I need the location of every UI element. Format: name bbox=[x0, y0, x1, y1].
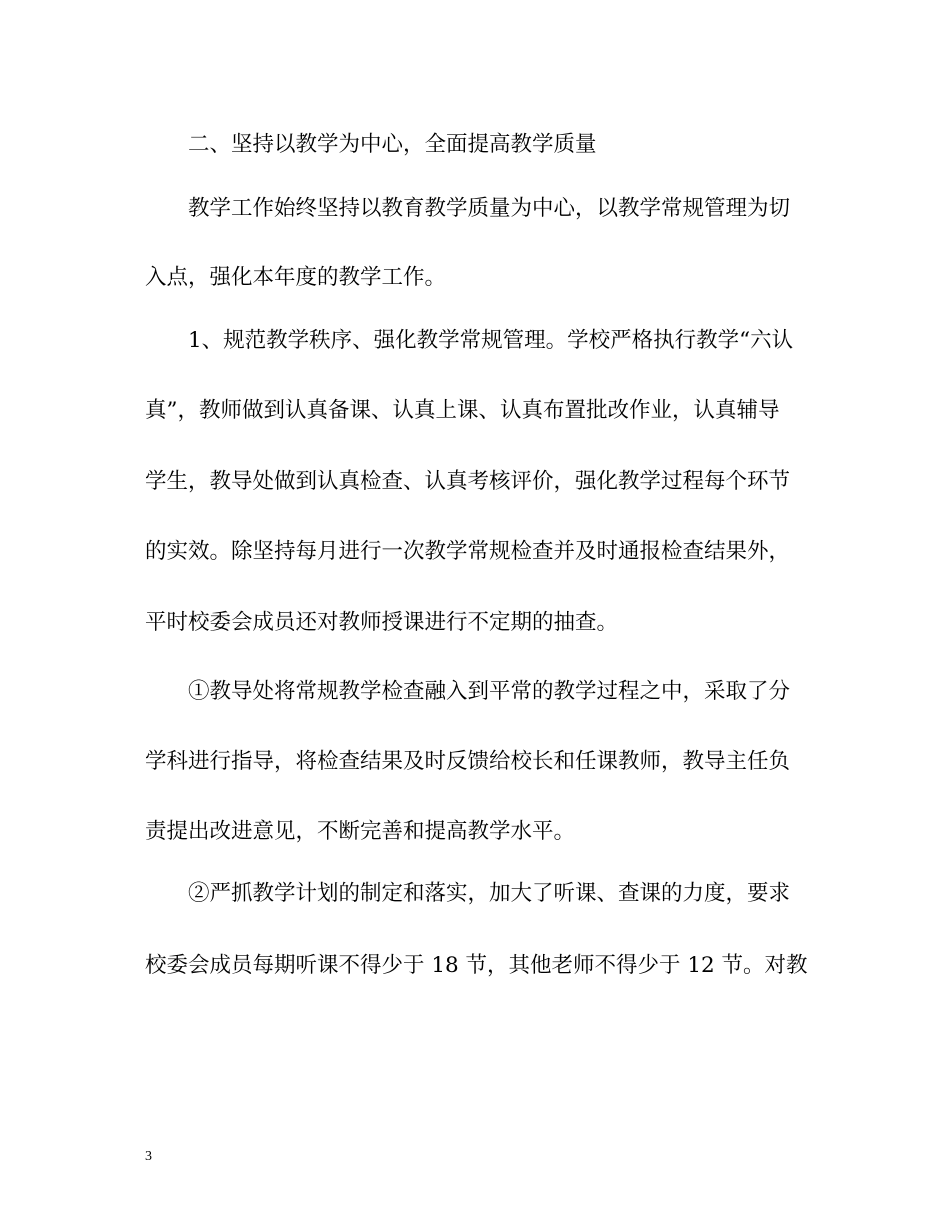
paragraph-line: 责提出改进意见，不断完善和提高教学水平。 bbox=[145, 819, 576, 844]
paragraph-line: 校委会成员每期听课不得少于 18 节，其他老师不得少于 12 节。对教 bbox=[145, 953, 808, 978]
paragraph-line: 1、规范教学秩序、强化教学常规管理。学校严格执行教学“六认 bbox=[188, 328, 794, 353]
paragraph-line: ①教导处将常规教学检查融入到平常的教学过程之中，采取了分 bbox=[188, 679, 791, 704]
section-heading: 二、坚持以教学为中心，全面提高教学质量 bbox=[188, 132, 597, 157]
paragraph-line: 的实效。除坚持每月进行一次教学常规检查并及时通报检查结果外， bbox=[145, 539, 791, 564]
paragraph-line: 平时校委会成员还对教师授课进行不定期的抽查。 bbox=[145, 610, 619, 635]
paragraph-line: 入点，强化本年度的教学工作。 bbox=[145, 265, 447, 290]
paragraph-line: 真”，教师做到认真备课、认真上课、认真布置批改作业，认真辅导 bbox=[145, 398, 780, 423]
paragraph-line: 学生，教导处做到认真检查、认真考核评价，强化教学过程每个环节 bbox=[145, 469, 791, 494]
paragraph-line: 教学工作始终坚持以教育教学质量为中心，以教学常规管理为切 bbox=[188, 196, 791, 221]
page-number: 3 bbox=[145, 1149, 152, 1164]
paragraph-line: ②严抓教学计划的制定和落实，加大了听课、查课的力度，要求 bbox=[188, 881, 791, 906]
paragraph-line: 学科进行指导，将检查结果及时反馈给校长和任课教师，教导主任负 bbox=[145, 749, 791, 774]
